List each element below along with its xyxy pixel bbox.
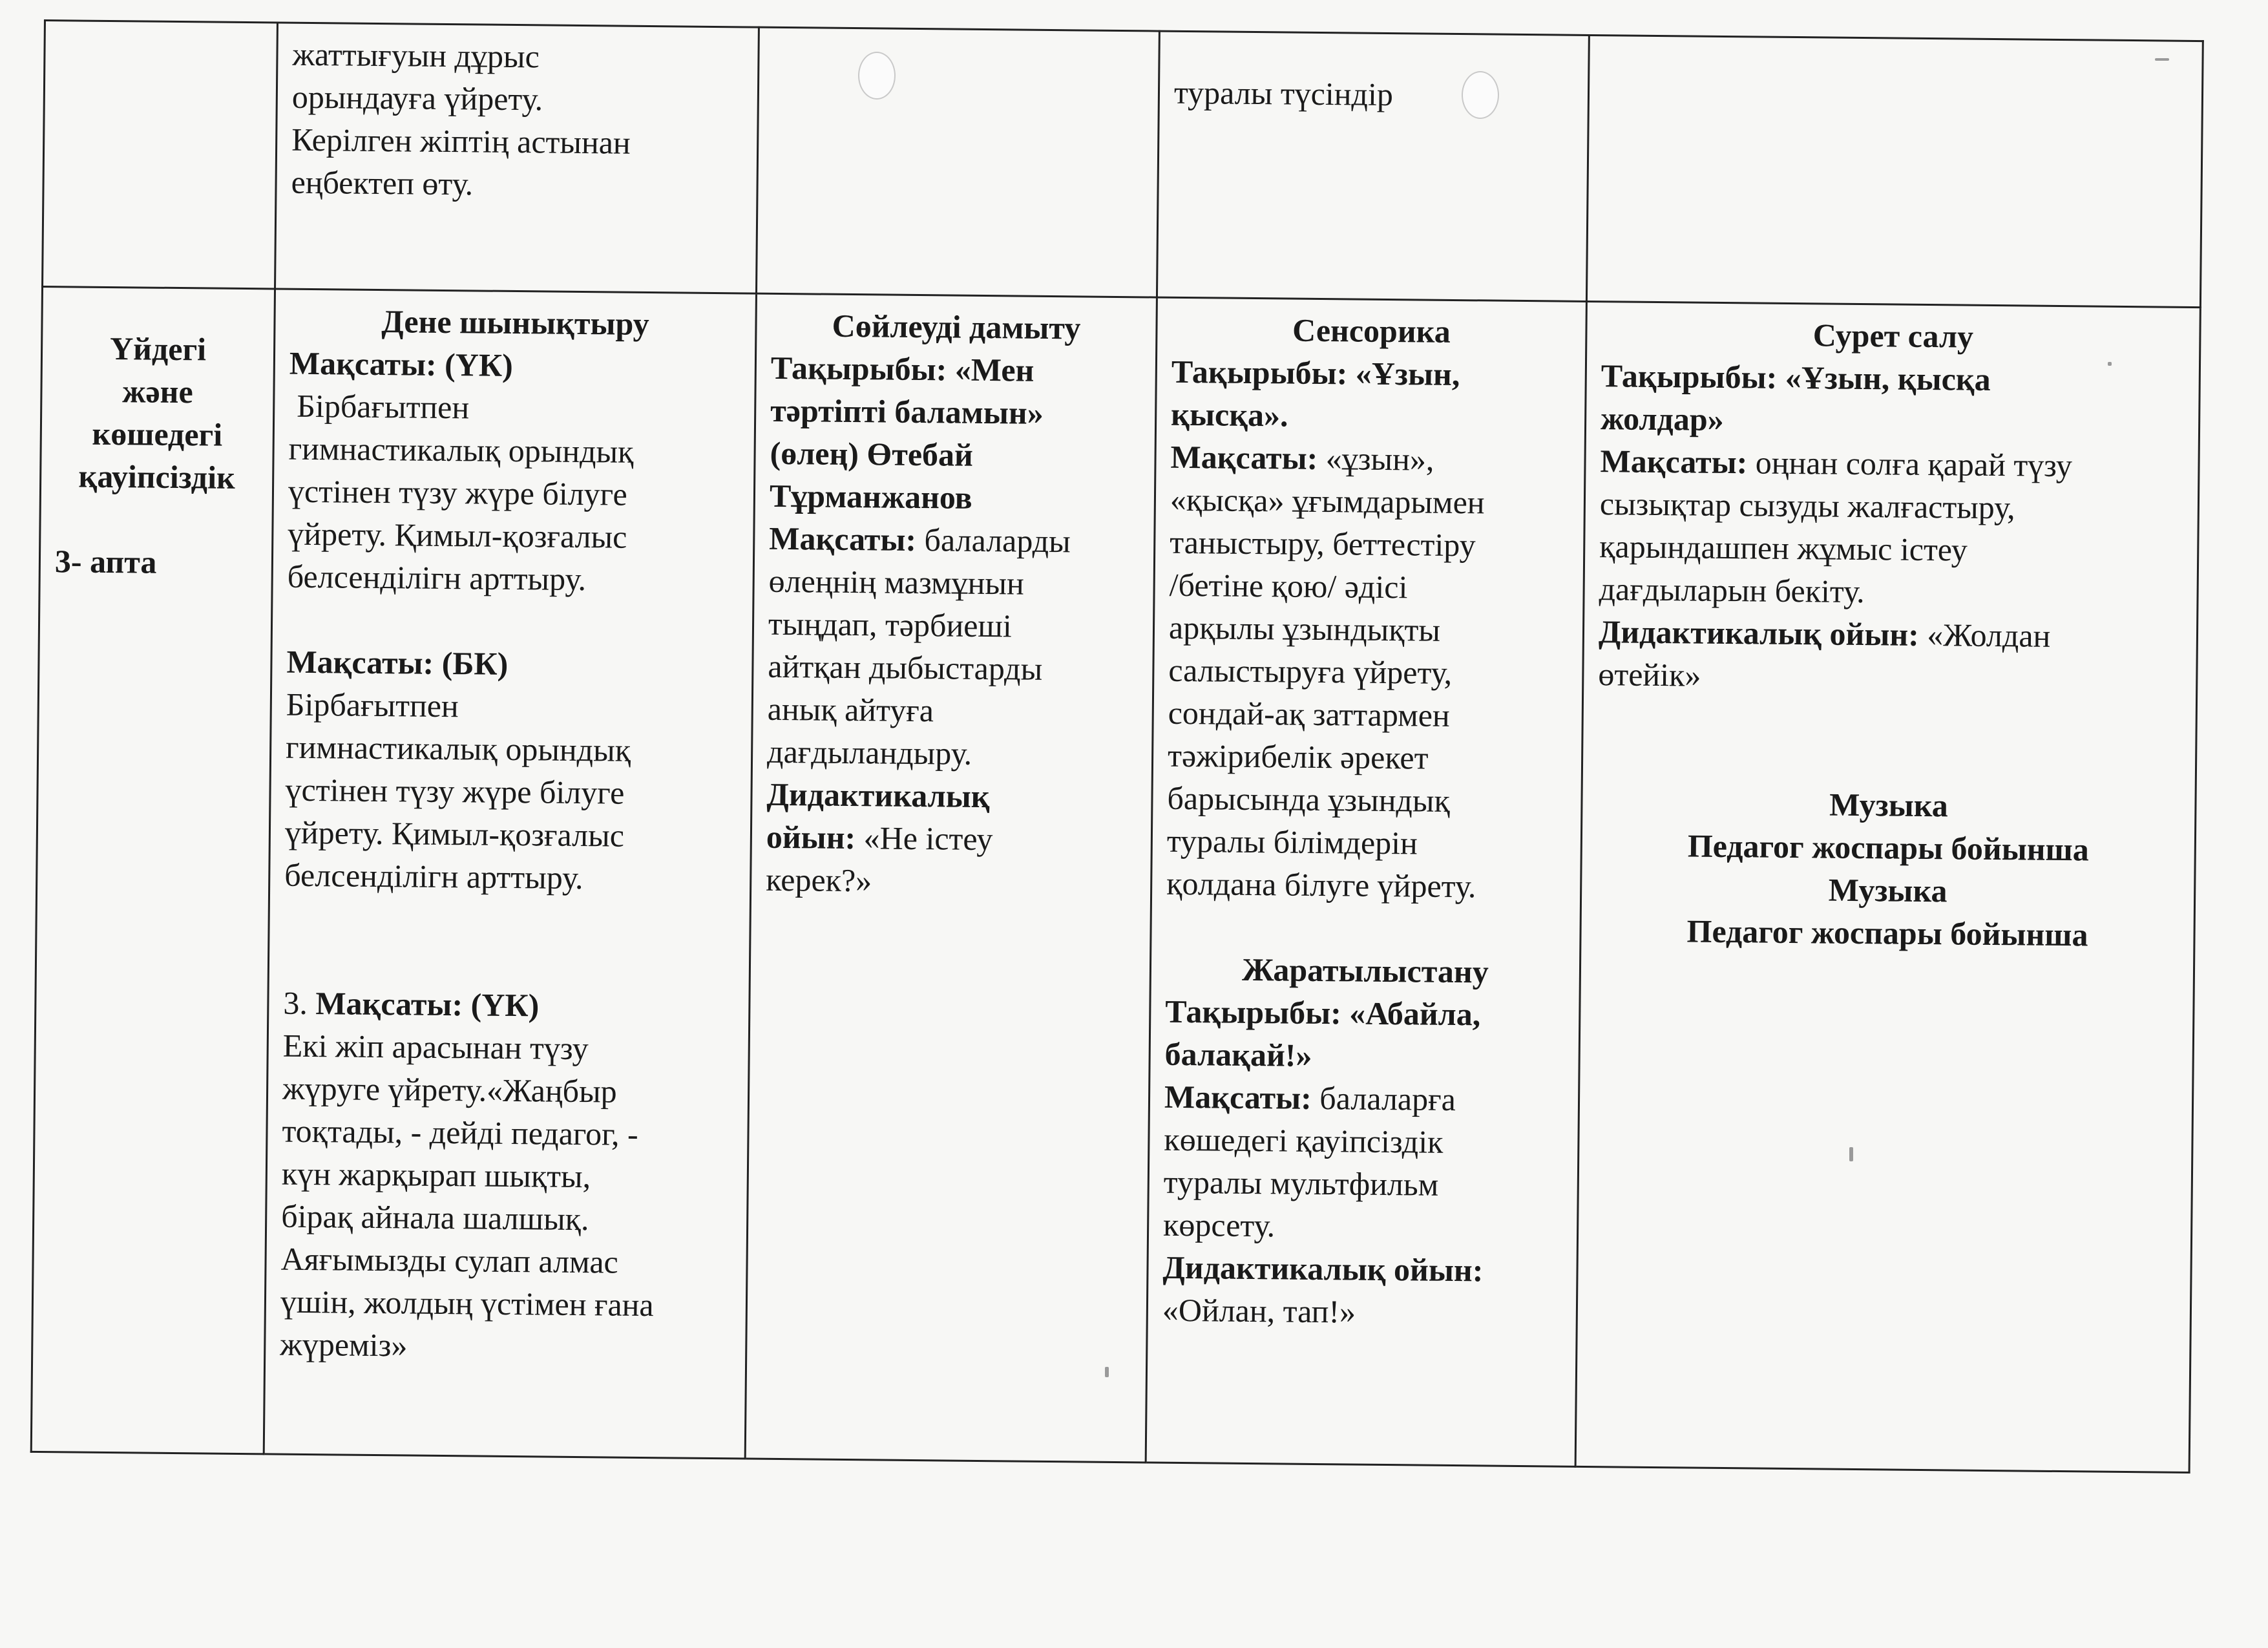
subject-title: Сенсорика (1292, 312, 1451, 350)
text-line: көрсету. (1162, 1206, 1276, 1244)
topic-label: Тақырыбы (1171, 353, 1337, 392)
physical-education-cell (264, 289, 756, 1459)
text-line: тыңдап, тәрбиеші (768, 605, 1013, 644)
subject-title: Сурет салу (1812, 317, 1974, 355)
subject-title: Сөйлеуді дамыту (832, 307, 1081, 346)
text-line: таныстыру, беттестіру (1170, 523, 1476, 564)
music-title: Музыка (1828, 871, 1948, 909)
text-line: Керілген жіптің астынан (291, 121, 631, 161)
topic-text: : «Ұзын, (1336, 355, 1460, 393)
text-line: Аяғымызды сулап алмас (280, 1240, 619, 1280)
goal-line (1164, 1075, 1564, 1122)
text-line: «қысқа» ұғымдарымен (1170, 481, 1485, 521)
topic-line: жолдар» (1600, 400, 1724, 438)
scan-speck (1105, 1367, 1109, 1377)
music-text: Педагог жоспары бойынша (1686, 913, 2088, 953)
text-line: арқылы ұзындықты (1168, 609, 1441, 648)
text-line: үйрету. Қимыл-қозғалыс (288, 515, 627, 555)
goal-line (769, 517, 1140, 563)
game-line (766, 816, 1137, 861)
drawing-cell (1575, 301, 2200, 1472)
top-cell-drawing (1586, 35, 2203, 307)
topic-line: балақай!» (1164, 1035, 1312, 1073)
music-title: Музыка (1829, 786, 1949, 824)
text-line: жаттығуын дұрыс (292, 36, 540, 75)
topic-line: қысқа». (1170, 396, 1288, 434)
text-line: өлеңнің мазмұнын (768, 562, 1025, 602)
text-line: тәжірибелік әрекет (1167, 737, 1429, 776)
goal-label: Мақсаты: (ҮК) (289, 344, 514, 383)
text-line: үшін, жолдың үстімен ғана (280, 1283, 654, 1324)
subject-title: Дене шынықтыру (381, 303, 649, 343)
scan-speck (2155, 58, 2169, 61)
topic-line: (өлең) Өтебай (770, 434, 974, 473)
game-label: Дидактикалық (766, 776, 990, 815)
punch-hole (858, 52, 896, 100)
text-line: көшедегі қауіпсіздік (1164, 1121, 1444, 1160)
main-row (31, 286, 2200, 1472)
text-line: үстінен түзу жүре білуге (285, 771, 625, 811)
game-label: Дидактикалық ойын: (1598, 613, 1920, 653)
goal-label: Мақсаты: (1164, 1078, 1312, 1116)
topic-line: Тақырыбы: «Ұзын, қысқа (1601, 357, 1991, 397)
text-line: тоқтады, - дейді педагог, - (282, 1112, 639, 1152)
text-line: белсенділігн арттыру. (287, 558, 587, 598)
text-line: қарындашпен жұмыс істеу (1599, 528, 1968, 568)
theme-line: Үйдегі (109, 330, 207, 368)
theme-line: көшедегі (92, 415, 223, 453)
text-line: өтейік» (1598, 656, 1701, 693)
topic-line: Тұрманжанов (769, 477, 972, 516)
text-line: салыстыруға үйрету, (1168, 651, 1453, 691)
topic-line: Тақырыбы: «Абайла, (1165, 993, 1481, 1033)
goal-label: Мақсаты: (ҮК) (315, 985, 540, 1024)
text-line: еңбектеп өту. (291, 164, 474, 202)
text-line: туралы білімдерін (1166, 822, 1418, 861)
text-line: анық айтуға (767, 690, 934, 729)
scan-speck (2108, 362, 2112, 366)
text-line: сондай-ақ заттармен (1168, 694, 1450, 734)
goal-text: оңнан солға қарай түзу (1755, 444, 2073, 484)
scan-speck (1849, 1147, 1853, 1161)
text-line: гимнастикалық орындық (288, 430, 634, 470)
text-line: үстінен түзу жүре білуге (288, 472, 628, 512)
punch-hole (1462, 71, 1499, 119)
top-row (43, 21, 2203, 308)
goal-number: 3. (283, 984, 308, 1021)
text-line: сызықтар сызуды жалғастыру, (1599, 485, 2015, 526)
text-line: /бетіне қою/ әдісі (1169, 566, 1408, 606)
text-line: жүреміз» (280, 1326, 408, 1364)
text-line: белсенділігн арттыру. (284, 856, 583, 896)
top-cell-speech (756, 27, 1159, 297)
top-cell-week (43, 21, 278, 289)
goal-label: Мақсаты: (769, 520, 917, 558)
game-text: «Ойлан, тап!» (1162, 1291, 1356, 1330)
text-line: қолдана білуге үйрету. (1166, 865, 1476, 905)
text-line: күн жарқырап шықты, (281, 1155, 591, 1195)
goal3-heading (283, 982, 735, 1029)
lesson-plan-table (30, 19, 2204, 1474)
topic-line (1171, 350, 1571, 397)
text-line: дағдыландыру. (766, 733, 972, 772)
goal-line (1600, 439, 2184, 488)
top-cell-sensory (1157, 31, 1589, 301)
topic-line: Тақырыбы: «Мен (770, 349, 1034, 388)
text-line: туралы түсіндір (1173, 74, 1394, 113)
game-label: ойын: (766, 818, 856, 856)
text-line: үйрету. Қимыл-қозғалыс (284, 814, 625, 854)
text-line: Бірбағытпен (286, 686, 459, 724)
goal-text: балаларға (1319, 1080, 1456, 1118)
topic-line: тәртіпті баламын» (770, 392, 1044, 431)
subject-title: Жаратылыстану (1241, 951, 1489, 990)
music-text: Педагог жоспары бойынша (1687, 827, 2090, 868)
theme-line: және (121, 373, 193, 410)
text-line: гимнастикалық орындық (285, 728, 631, 768)
goal-text: «ұзын», (1325, 440, 1434, 478)
game-line (1599, 610, 2183, 659)
goal-label: Мақсаты: (1600, 443, 1748, 481)
top-cell-physical (275, 23, 759, 293)
week-label: 3- апта (54, 543, 157, 580)
text-line: бірақ айнала шалшық. (280, 1198, 589, 1238)
game-text: «Не істеу (863, 819, 993, 858)
goal-label: Мақсаты: (БК) (286, 643, 509, 682)
theme-line: қауіпсіздік (78, 458, 236, 496)
text-line: орындауға үйрету. (291, 78, 543, 118)
game-text: «Жолдан (1927, 617, 2051, 654)
goal-line (1170, 436, 1570, 482)
goal-text: балаларды (924, 522, 1071, 560)
text-line: Бірбағытпен (297, 387, 470, 426)
text-line: барысында ұзындық (1167, 779, 1451, 819)
goal-label: Мақсаты: (1170, 438, 1318, 476)
sensory-cell (1146, 297, 1586, 1466)
text-line: жүруге үйрету.«Жаңбыр (282, 1070, 617, 1110)
lesson-plan-sheet (30, 19, 2202, 1472)
speech-development-cell (745, 293, 1157, 1463)
text-line: керек?» (766, 861, 872, 899)
text-line: айтқан дыбыстарды (768, 648, 1043, 687)
week-theme-cell (31, 286, 275, 1453)
game-label: Дидактикалық ойын: (1162, 1249, 1484, 1289)
text-line: Екі жіп арасынан түзу (282, 1027, 589, 1067)
text-line: дағдыларын бекіту. (1599, 571, 1865, 610)
text-line: туралы мультфильм (1163, 1163, 1439, 1203)
